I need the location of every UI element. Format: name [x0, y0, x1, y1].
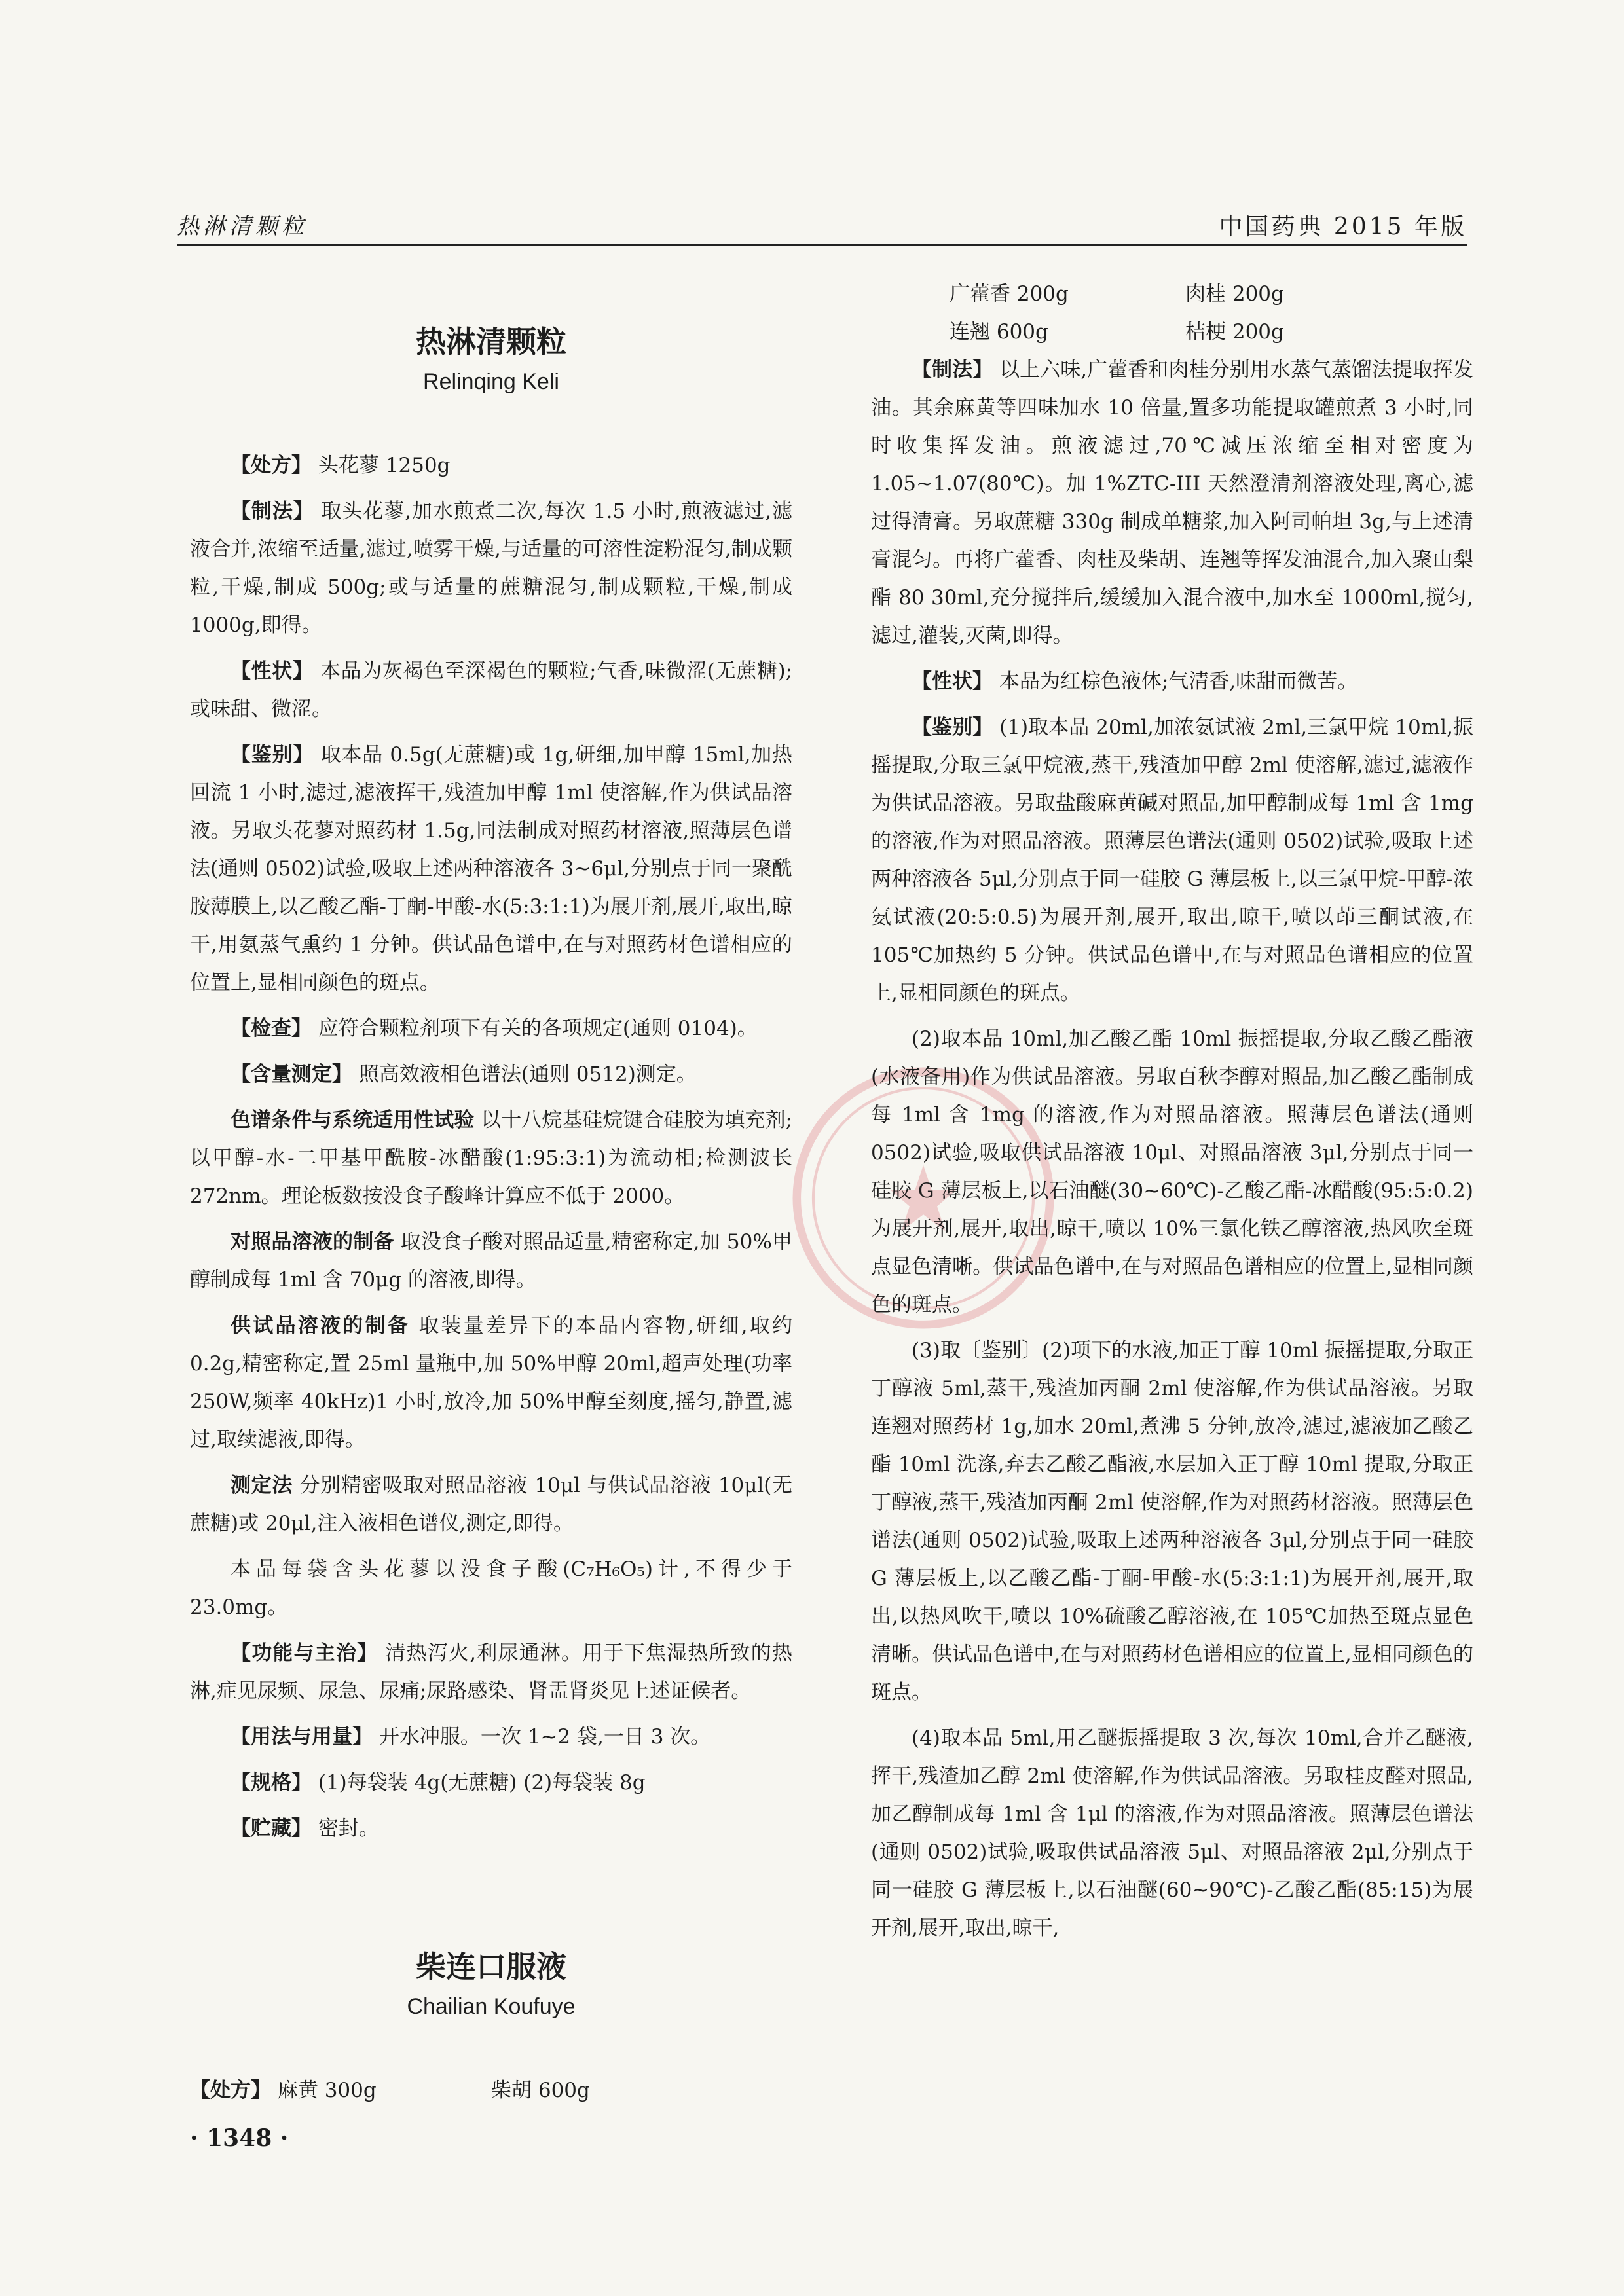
sample-solution: 供试品溶液的制备 取装量差异下的本品内容物,研细,取约 0.2g,精密称定,置 25ml 量瓶中,加 50%甲醇 20ml,超声处理(功率 250W,频率 40kHz)1 小时,放冷,加 50%甲醇至刻度,摇匀,静置,滤过,取续滤液,即得。: [190, 1314, 792, 1451]
page-number: · 1348 ·: [190, 2124, 289, 2152]
prescription: 【处方】 麻黄 300g 柴胡 600g: [190, 2079, 590, 2102]
reference-solution: 对照品溶液的制备 取没食子酸对照品适量,精密称定,加 50%甲醇制成每 1ml 含 70μg 的溶液,即得。: [190, 1230, 792, 1292]
entry-pinyin: Chailian Koufuye: [407, 1994, 576, 2019]
entry-title: 柴连口服液: [416, 1949, 566, 1984]
prescription-continued: 广藿香 200g 肉桂 200g 连翘 600g 桔梗 200g: [950, 282, 1284, 344]
measurement: 测定法 分别精密吸取对照品溶液 10μl 与供试品溶液 10μl(无蔗糖)或 20μl,注入液相色谱仪,测定,即得。: [190, 1474, 793, 1535]
identification-3: (3)取〔鉴别〕(2)项下的水液,加正丁醇 10ml 振摇提取,分取正丁醇液 5ml,蒸干,残渣加丙酮 2ml 使溶解,作为供试品溶液。另取连翘对照药材 1g,加水 20ml,煮沸 5 分钟,放冷,滤过,滤液加乙酸乙酯 10ml 洗涤,弃去乙酸乙酯液,水层加入正丁醇 10ml 提取,分取正丁醇液,蒸干,残渣加丙酮 2ml 使溶解,作为对照药材溶液。照薄层色谱法(通则 0502)试验,吸取上述两种溶液各 3μl,分别点于同一硅胶 G 薄层板上,以乙酸乙酯-丁酮-甲酸-水(5:3:1:1)为展开剂,展开,取出,以热风吹干,喷以 10%硫酸乙醇溶液,在 105℃加热至斑点显色清晰。供试品色谱中,在与对照药材色谱相应的位置上,显相同颜色的斑点。: [871, 1339, 1473, 1704]
header-entry-title: 热淋清颗粒: [177, 213, 308, 240]
method: 【制法】 取头花蓼,加水煎煮二次,每次 1.5 小时,煎液滤过,滤液合并,浓缩至适量,滤过,喷雾干燥,与适量的可溶性淀粉混匀,制成颗粒,干燥,制成 500g;或与适量的蔗糖混匀,制成颗粒,干燥,制成 1000g,即得。: [190, 500, 792, 637]
identification-2: (2)取本品 10ml,加乙酸乙酯 10ml 振摇提取,分取乙酸乙酯液(水液备用)作为供试品溶液。另取百秋李醇对照品,加乙酸乙酯制成每 1ml 含 1mg 的溶液,作为对照品溶液。照薄层色谱法(通则 0502)试验,吸取供试品溶液 10μl、对照品溶液 3μl,分别点于同一硅胶 G 薄层板上,以石油醚(30~60℃)-乙酸乙酯-冰醋酸(95:5:0.2)为展开剂,展开,取出,晾干,喷以 10%三氯化铁乙醇溶液,热风吹至斑点显色清晰。供试品色谱中,在与对照品色谱相应的位置上,显相同颜色的斑点。: [871, 1027, 1473, 1317]
content-limit: 本品每袋含头花蓼以没食子酸(C₇H₆O₅)计,不得少于 23.0mg。: [190, 1558, 792, 1619]
right-column: [871, 275, 1473, 1955]
assay: 【含量测定】 照高效液相色谱法(通则 0512)测定。: [231, 1063, 697, 1086]
entry-title: 热淋清颗粒: [416, 324, 566, 359]
prescription: 【处方】 头花蓼 1250g: [231, 454, 451, 477]
identification-4: (4)取本品 5ml,用乙醚振摇提取 3 次,每次 10ml,合并乙醚液,挥干,残渣加乙醇 2ml 使溶解,作为供试品溶液。另取桂皮醛对照品,加乙醇制成每 1ml 含 1μl 的溶液,作为对照品溶液。照薄层色谱法(通则 0502)试验,吸取供试品溶液 5μl、对照品溶液 2μl,分别点于同一硅胶 G 薄层板上,以石油醚(60~90℃)-乙酸乙酯(85:15)为展开剂,展开,取出,晾干,: [871, 1726, 1473, 1940]
specification: 【规格】 (1)每袋装 4g(无蔗糖) (2)每袋装 8g: [231, 1771, 646, 1795]
running-header: [177, 208, 1467, 241]
identification-1: 【鉴别】 (1)取本品 20ml,加浓氨试液 2ml,三氯甲烷 10ml,振摇提取,分取三氯甲烷液,蒸干,残渣加甲醇 2ml 使溶解,滤过,滤液作为供试品溶液。另取盐酸麻黄碱对照品,加甲醇制成每 1ml 含 1mg 的溶液,作为对照品溶液。照薄层色谱法(通则 0502)试验,吸取上述两种溶液各 5μl,分别点于同一硅胶 G 薄层板上,以三氯甲烷-甲醇-浓氨试液(20:5:0.5)为展开剂,展开,取出,晾干,喷以茚三酮试液,在 105℃加热约 5 分钟。供试品色谱中,在与对照品色谱相应的位置上,显相同颜色的斑点。: [871, 716, 1473, 1005]
chromatography-conditions: 色谱条件与系统适用性试验 以十八烷基硅烷键合硅胶为填充剂;以甲醇-水-二甲基甲酰胺-冰醋酸(1:95:3:1)为流动相;检测波长 272nm。理论板数按没食子酸峰计算应不低于 2000。: [190, 1108, 792, 1208]
usage: 【用法与用量】 开水冲服。一次 1~2 袋,一日 3 次。: [231, 1725, 711, 1749]
property: 【性状】 本品为红棕色液体;气清香,味甜而微苦。: [912, 670, 1358, 693]
method: 【制法】 以上六味,广藿香和肉桂分别用水蒸气蒸馏法提取挥发油。其余麻黄等四味加水 10 倍量,置多功能提取罐煎煮 3 小时,同时收集挥发油。煎液滤过,70℃减压浓缩至相对密度为 1.05~1.07(80℃)。加 1%ZTC-III 天然澄清剂溶液处理,离心,滤过得清膏。另取蔗糖 330g 制成单糖浆,加入阿司帕坦 3g,与上述清膏混匀。再将广藿香、肉桂及柴胡、连翘等挥发油混合,加入聚山梨酯 80 30ml,充分搅拌后,缓缓加入混合液中,加水至 1000ml,搅匀,滤过,灌装,灭菌,即得。: [871, 358, 1473, 647]
header-rule: [177, 244, 1467, 246]
entry-pinyin: Relinqing Keli: [423, 369, 559, 394]
check: 【检查】 应符合颗粒剂项下有关的各项规定(通则 0104)。: [231, 1017, 758, 1040]
left-column: [190, 275, 792, 2109]
property: 【性状】 本品为灰褐色至深褐色的颗粒;气香,味微涩(无蔗糖);或味甜、微涩。: [190, 659, 792, 721]
storage: 【贮藏】 密封。: [231, 1817, 379, 1840]
header-book-title: 中国药典 2015 年版: [1219, 213, 1467, 240]
function: 【功能与主治】 清热泻火,利尿通淋。用于下焦湿热所致的热淋,症见尿频、尿急、尿痛;尿路感染、肾盂肾炎见上述证候者。: [190, 1641, 793, 1703]
identification: 【鉴别】 取本品 0.5g(无蔗糖)或 1g,研细,加甲醇 15ml,加热回流 1 小时,滤过,滤液挥干,残渣加甲醇 1ml 使溶解,作为供试品溶液。另取头花蓼对照药材 1.5g,同法制成对照药材溶液,照薄层色谱法(通则 0502)试验,吸取上述两种溶液各 3~6μl,分别点于同一聚酰胺薄膜上,以乙酸乙酯-丁酮-甲酸-水(5:3:1:1)为展开剂,展开,取出,晾干,用氨蒸气熏约 1 分钟。供试品色谱中,在与对照药材色谱相应的位置上,显相同颜色的斑点。: [190, 743, 793, 994]
